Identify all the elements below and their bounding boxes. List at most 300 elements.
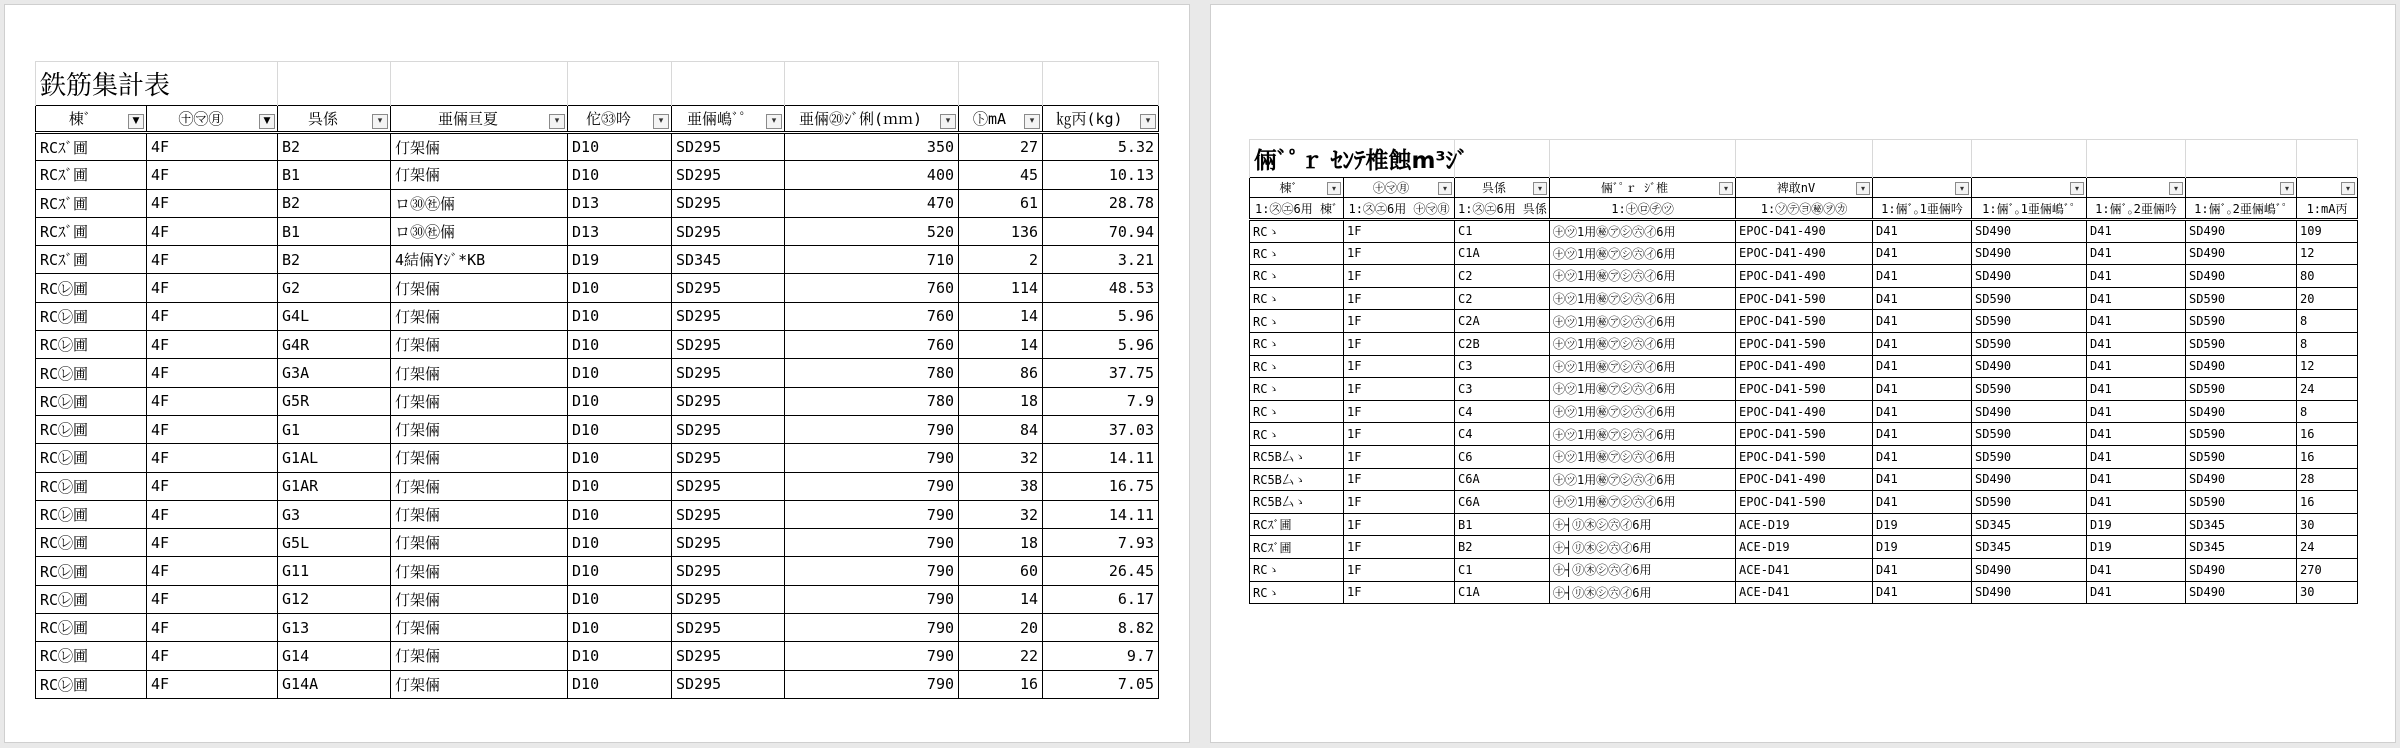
table-cell[interactable]: RC㋹圃 (36, 642, 147, 670)
table-cell[interactable]: RCｽﾞ圃 (36, 246, 147, 274)
table-cell[interactable]: 24 (2297, 378, 2358, 401)
table-cell[interactable]: SD295 (672, 359, 785, 387)
column-header[interactable] (1344, 178, 1455, 198)
table-cell[interactable]: 1F (1344, 220, 1455, 243)
table-cell[interactable]: D41 (1873, 355, 1972, 378)
table-cell[interactable]: D10 (568, 274, 672, 302)
table-cell[interactable]: D41 (2087, 445, 2186, 468)
table-cell[interactable]: 38 (959, 472, 1043, 500)
table-cell[interactable]: B2 (1455, 536, 1550, 559)
table-cell[interactable]: ㊉㋡1用㊙㋐㋛㊅㋑6用 (1550, 423, 1736, 446)
table-cell[interactable]: SD590 (2186, 491, 2297, 514)
table-cell[interactable]: C6 (1455, 445, 1550, 468)
table-cell[interactable]: 4F (147, 274, 278, 302)
table-cell[interactable]: G13 (278, 614, 391, 642)
table-cell[interactable]: 仃架倆 (391, 642, 568, 670)
table-cell[interactable]: 1F (1344, 332, 1455, 355)
table-cell[interactable]: 470 (785, 189, 959, 217)
table-cell[interactable]: 8 (2297, 400, 2358, 423)
table-cell[interactable]: D41 (1873, 558, 1972, 581)
table-cell[interactable]: C4 (1455, 400, 1550, 423)
table-cell[interactable]: RC㋹圃 (36, 274, 147, 302)
table-cell[interactable]: 4F (147, 161, 278, 189)
table-cell[interactable]: 37.75 (1043, 359, 1159, 387)
table-cell[interactable]: SD490 (2186, 265, 2297, 288)
table-cell[interactable]: 790 (785, 614, 959, 642)
table-cell[interactable]: C6A (1455, 491, 1550, 514)
table-cell[interactable]: RCゝ (1250, 287, 1344, 310)
table-cell[interactable]: SD295 (672, 161, 785, 189)
table-cell[interactable]: RC㋹圃 (36, 557, 147, 585)
table-cell[interactable]: RCｽﾞ圃 (36, 189, 147, 217)
table-cell[interactable]: SD590 (2186, 310, 2297, 333)
table-cell[interactable]: RCｽﾞ圃 (1250, 536, 1344, 559)
table-cell[interactable]: D41 (1873, 332, 1972, 355)
table-cell[interactable]: EPOC-D41-590 (1736, 423, 1873, 446)
table-cell[interactable]: D41 (1873, 242, 1972, 265)
table-cell[interactable]: B1 (278, 217, 391, 245)
column-header[interactable] (36, 106, 147, 133)
table-cell[interactable]: SD490 (1972, 242, 2087, 265)
table-cell[interactable]: B2 (278, 189, 391, 217)
table-cell[interactable]: 1F (1344, 423, 1455, 446)
table-cell[interactable]: 520 (785, 217, 959, 245)
table-cell[interactable]: 350 (785, 133, 959, 161)
table-cell[interactable]: D41 (1873, 445, 1972, 468)
table-cell[interactable]: 18 (959, 387, 1043, 415)
table-cell[interactable]: 4F (147, 415, 278, 443)
table-cell[interactable]: RCｽﾞ圃 (36, 217, 147, 245)
table-cell[interactable]: D19 (2087, 513, 2186, 536)
table-cell[interactable]: RC㋹圃 (36, 415, 147, 443)
table-cell[interactable]: D41 (1873, 220, 1972, 243)
dropdown-filter-icon[interactable]: ▾ (1438, 182, 1452, 195)
table-cell[interactable]: B1 (1455, 513, 1550, 536)
table-cell[interactable]: G4R (278, 331, 391, 359)
table-cell[interactable]: 1F (1344, 468, 1455, 491)
table-cell[interactable]: 86 (959, 359, 1043, 387)
table-cell[interactable]: 1F (1344, 400, 1455, 423)
subheader-cell[interactable]: 1:mA丙 (2297, 198, 2358, 220)
table-cell[interactable]: D41 (2087, 468, 2186, 491)
table-cell[interactable]: 16 (2297, 423, 2358, 446)
table-cell[interactable]: D41 (1873, 581, 1972, 604)
table-cell[interactable]: EPOC-D41-490 (1736, 400, 1873, 423)
table-cell[interactable]: RCゝ (1250, 242, 1344, 265)
table-cell[interactable]: SD490 (2186, 468, 2297, 491)
table-cell[interactable]: 760 (785, 274, 959, 302)
table-cell[interactable]: 136 (959, 217, 1043, 245)
table-cell[interactable]: ロ㉚㊓倆 (391, 189, 568, 217)
table-cell[interactable]: 7.9 (1043, 387, 1159, 415)
table-cell[interactable]: RC5B厶ゝ (1250, 468, 1344, 491)
table-cell[interactable]: EPOC-D41-590 (1736, 445, 1873, 468)
table-cell[interactable]: SD490 (1972, 220, 2087, 243)
column-header[interactable] (1043, 106, 1159, 133)
table-cell[interactable]: 4F (147, 500, 278, 528)
table-cell[interactable]: D41 (1873, 378, 1972, 401)
column-header[interactable] (147, 106, 278, 133)
table-cell[interactable]: 4F (147, 133, 278, 161)
table-cell[interactable]: 1F (1344, 242, 1455, 265)
table-cell[interactable]: ACE-D19 (1736, 513, 1873, 536)
table-cell[interactable]: 80 (2297, 265, 2358, 288)
dropdown-filter-icon[interactable]: ▾ (1327, 182, 1341, 195)
table-cell[interactable]: C6A (1455, 468, 1550, 491)
table-cell[interactable]: D41 (2087, 400, 2186, 423)
table-cell[interactable]: ㊉㋡1用㊙㋐㋛㊅㋑6用 (1550, 491, 1736, 514)
table-cell[interactable]: SD590 (1972, 445, 2087, 468)
dropdown-filter-icon[interactable]: ▾ (1719, 182, 1733, 195)
table-cell[interactable]: ㊉㋡1用㊙㋐㋛㊅㋑6用 (1550, 242, 1736, 265)
dropdown-filter-icon[interactable]: ▾ (549, 114, 565, 129)
table-cell[interactable]: 1F (1344, 581, 1455, 604)
table-cell[interactable]: 18 (959, 529, 1043, 557)
subheader-cell[interactable]: 1:倆ﾞ｡1亜倆嶋ﾞﾟ (1972, 198, 2087, 220)
table-cell[interactable]: 5.32 (1043, 133, 1159, 161)
subheader-cell[interactable]: 1:倆ﾞ｡1亜倆吟 (1873, 198, 1972, 220)
table-cell[interactable]: 仃架倆 (391, 274, 568, 302)
table-cell[interactable]: 仃架倆 (391, 331, 568, 359)
table-cell[interactable]: D13 (568, 217, 672, 245)
table-cell[interactable]: 14.11 (1043, 500, 1159, 528)
table-cell[interactable]: D41 (2087, 310, 2186, 333)
table-cell[interactable]: ロ㉚㊓倆 (391, 217, 568, 245)
table-cell[interactable]: 12 (2297, 355, 2358, 378)
table-cell[interactable]: D41 (2087, 558, 2186, 581)
table-cell[interactable]: 4F (147, 472, 278, 500)
table-cell[interactable]: 1F (1344, 355, 1455, 378)
table-cell[interactable]: D41 (1873, 287, 1972, 310)
table-cell[interactable]: SD295 (672, 670, 785, 698)
table-cell[interactable]: EPOC-D41-490 (1736, 468, 1873, 491)
table-cell[interactable]: SD490 (1972, 355, 2087, 378)
table-cell[interactable]: D41 (1873, 400, 1972, 423)
dropdown-filter-icon[interactable]: ▾ (766, 114, 782, 129)
table-cell[interactable]: SD590 (2186, 445, 2297, 468)
table-cell[interactable]: D41 (1873, 468, 1972, 491)
table-cell[interactable]: D41 (2087, 423, 2186, 446)
table-cell[interactable]: B2 (278, 133, 391, 161)
table-cell[interactable]: RCゝ (1250, 332, 1344, 355)
table-cell[interactable]: 26.45 (1043, 557, 1159, 585)
table-cell[interactable]: 16 (2297, 445, 2358, 468)
table-cell[interactable]: RCゝ (1250, 558, 1344, 581)
table-cell[interactable]: EPOC-D41-490 (1736, 265, 1873, 288)
table-cell[interactable]: 仃架倆 (391, 529, 568, 557)
table-cell[interactable]: C2A (1455, 310, 1550, 333)
table-cell[interactable]: D10 (568, 472, 672, 500)
table-cell[interactable]: 1F (1344, 491, 1455, 514)
table-cell[interactable]: G14 (278, 642, 391, 670)
table-cell[interactable]: SD295 (672, 302, 785, 330)
table-cell[interactable]: D10 (568, 642, 672, 670)
table-cell[interactable]: 14.11 (1043, 444, 1159, 472)
table-cell[interactable]: 114 (959, 274, 1043, 302)
table-cell[interactable]: ㊉㋡1用㊙㋐㋛㊅㋑6用 (1550, 468, 1736, 491)
table-cell[interactable]: 4F (147, 359, 278, 387)
column-header[interactable] (1873, 178, 1972, 198)
table-cell[interactable]: D10 (568, 302, 672, 330)
dropdown-filter-icon[interactable]: ▾ (2280, 182, 2294, 195)
table-cell[interactable]: RC㋹圃 (36, 387, 147, 415)
table-cell[interactable]: RC㋹圃 (36, 500, 147, 528)
table-cell[interactable]: RCゝ (1250, 310, 1344, 333)
table-cell[interactable]: 4F (147, 331, 278, 359)
column-header[interactable] (1736, 178, 1873, 198)
dropdown-filter-icon[interactable]: ▾ (1955, 182, 1969, 195)
table-cell[interactable]: 1F (1344, 378, 1455, 401)
table-cell[interactable]: G1AR (278, 472, 391, 500)
table-cell[interactable]: 1F (1344, 310, 1455, 333)
table-cell[interactable]: RCゝ (1250, 355, 1344, 378)
table-cell[interactable]: RC㋹圃 (36, 670, 147, 698)
table-cell[interactable]: SD345 (1972, 536, 2087, 559)
table-cell[interactable]: D13 (568, 189, 672, 217)
dropdown-filter-icon[interactable]: ▾ (2341, 182, 2355, 195)
table-cell[interactable]: 仃架倆 (391, 133, 568, 161)
table-cell[interactable]: 790 (785, 444, 959, 472)
table-cell[interactable]: 790 (785, 642, 959, 670)
table-cell[interactable]: 710 (785, 246, 959, 274)
table-cell[interactable]: 4F (147, 444, 278, 472)
table-cell[interactable]: 1F (1344, 513, 1455, 536)
table-cell[interactable]: SD295 (672, 387, 785, 415)
table-cell[interactable]: RC㋹圃 (36, 359, 147, 387)
table-cell[interactable]: D41 (2087, 220, 2186, 243)
table-cell[interactable]: 仃架倆 (391, 500, 568, 528)
table-cell[interactable]: 仃架倆 (391, 444, 568, 472)
subheader-cell[interactable]: 1:㋜㋓6用 呉係 (1455, 198, 1550, 220)
table-cell[interactable]: D41 (1873, 310, 1972, 333)
table-cell[interactable]: C1A (1455, 242, 1550, 265)
subheader-cell[interactable]: 1:㋜㋓6用 棟ﾞ (1250, 198, 1344, 220)
table-cell[interactable]: SD490 (1972, 558, 2087, 581)
table-cell[interactable]: EPOC-D41-590 (1736, 310, 1873, 333)
table-cell[interactable]: SD490 (2186, 220, 2297, 243)
table-cell[interactable]: 16 (959, 670, 1043, 698)
table-cell[interactable]: SD295 (672, 500, 785, 528)
table-cell[interactable]: ㊉㋡1用㊙㋐㋛㊅㋑6用 (1550, 355, 1736, 378)
dropdown-filter-icon[interactable]: ▾ (2169, 182, 2183, 195)
table-cell[interactable]: SD490 (2186, 242, 2297, 265)
funnel-filter-icon[interactable]: ▼ (128, 114, 144, 129)
table-cell[interactable]: 27 (959, 133, 1043, 161)
table-cell[interactable]: G14A (278, 670, 391, 698)
table-cell[interactable]: 270 (2297, 558, 2358, 581)
table-cell[interactable]: D41 (1873, 423, 1972, 446)
table-cell[interactable]: 仃架倆 (391, 614, 568, 642)
table-cell[interactable]: D10 (568, 500, 672, 528)
table-cell[interactable]: G4L (278, 302, 391, 330)
table-cell[interactable]: EPOC-D41-590 (1736, 378, 1873, 401)
column-header[interactable] (2087, 178, 2186, 198)
table-cell[interactable]: D19 (568, 246, 672, 274)
table-cell[interactable]: 780 (785, 359, 959, 387)
table-cell[interactable]: D10 (568, 161, 672, 189)
table-cell[interactable]: ㊉㋡1用㊙㋐㋛㊅㋑6用 (1550, 287, 1736, 310)
table-cell[interactable]: 790 (785, 415, 959, 443)
table-cell[interactable]: SD295 (672, 614, 785, 642)
table-cell[interactable]: 37.03 (1043, 415, 1159, 443)
table-cell[interactable]: SD590 (2186, 423, 2297, 446)
table-cell[interactable]: EPOC-D41-590 (1736, 491, 1873, 514)
table-cell[interactable]: 仃架倆 (391, 359, 568, 387)
table-cell[interactable]: 790 (785, 500, 959, 528)
table-cell[interactable]: 760 (785, 302, 959, 330)
table-cell[interactable]: 8 (2297, 310, 2358, 333)
table-cell[interactable]: D19 (1873, 536, 1972, 559)
table-cell[interactable]: 4F (147, 585, 278, 613)
table-cell[interactable]: 790 (785, 472, 959, 500)
table-cell[interactable]: G12 (278, 585, 391, 613)
table-cell[interactable]: D10 (568, 557, 672, 585)
table-cell[interactable]: 1F (1344, 558, 1455, 581)
table-cell[interactable]: EPOC-D41-490 (1736, 355, 1873, 378)
table-cell[interactable]: G1AL (278, 444, 391, 472)
table-cell[interactable]: SD590 (1972, 378, 2087, 401)
table-cell[interactable]: 9.7 (1043, 642, 1159, 670)
column-header[interactable] (1250, 178, 1344, 198)
dropdown-filter-icon[interactable]: ▾ (1024, 114, 1040, 129)
table-cell[interactable]: EPOC-D41-490 (1736, 242, 1873, 265)
table-cell[interactable]: D10 (568, 614, 672, 642)
table-cell[interactable]: G5R (278, 387, 391, 415)
table-cell[interactable]: ACE-D19 (1736, 536, 1873, 559)
table-cell[interactable]: RC㋹圃 (36, 444, 147, 472)
table-cell[interactable]: D10 (568, 529, 672, 557)
subheader-cell[interactable]: 1:㋜㋓6用 ㊉㋮㊊ (1344, 198, 1455, 220)
table-cell[interactable]: D41 (2087, 491, 2186, 514)
column-header[interactable] (391, 106, 568, 133)
table-cell[interactable]: 6.17 (1043, 585, 1159, 613)
table-cell[interactable]: RC㋹圃 (36, 585, 147, 613)
table-cell[interactable]: C2 (1455, 287, 1550, 310)
table-cell[interactable]: SD590 (2186, 332, 2297, 355)
table-cell[interactable]: 4F (147, 246, 278, 274)
table-cell[interactable]: 28 (2297, 468, 2358, 491)
table-cell[interactable]: 5.96 (1043, 302, 1159, 330)
table-cell[interactable]: SD490 (1972, 265, 2087, 288)
table-cell[interactable]: 780 (785, 387, 959, 415)
table-cell[interactable]: 70.94 (1043, 217, 1159, 245)
table-cell[interactable]: ㊉㋡1用㊙㋐㋛㊅㋑6用 (1550, 378, 1736, 401)
table-cell[interactable]: RCｽﾞ圃 (1250, 513, 1344, 536)
column-header[interactable] (2186, 178, 2297, 198)
table-cell[interactable]: 20 (2297, 287, 2358, 310)
table-cell[interactable]: 8 (2297, 332, 2358, 355)
table-cell[interactable]: 16 (2297, 491, 2358, 514)
table-cell[interactable]: 4F (147, 302, 278, 330)
table-cell[interactable]: B1 (278, 161, 391, 189)
table-cell[interactable]: G2 (278, 274, 391, 302)
table-cell[interactable]: C1 (1455, 220, 1550, 243)
funnel-filter-icon[interactable]: ▼ (259, 114, 275, 129)
table-cell[interactable]: D41 (2087, 355, 2186, 378)
table-cell[interactable]: 400 (785, 161, 959, 189)
table-cell[interactable]: 1F (1344, 445, 1455, 468)
table-cell[interactable]: 760 (785, 331, 959, 359)
table-cell[interactable]: 4F (147, 189, 278, 217)
table-cell[interactable]: D41 (2087, 287, 2186, 310)
table-cell[interactable]: RCゝ (1250, 581, 1344, 604)
table-cell[interactable]: RC5B厶ゝ (1250, 491, 1344, 514)
table-cell[interactable]: 30 (2297, 581, 2358, 604)
table-cell[interactable]: 7.93 (1043, 529, 1159, 557)
table-cell[interactable]: 60 (959, 557, 1043, 585)
table-cell[interactable]: G1 (278, 415, 391, 443)
table-cell[interactable]: 14 (959, 302, 1043, 330)
table-cell[interactable]: 790 (785, 585, 959, 613)
table-cell[interactable]: 1F (1344, 536, 1455, 559)
subheader-cell[interactable]: 1:㊉㋺㋠㋡ (1550, 198, 1736, 220)
table-cell[interactable]: RC5B厶ゝ (1250, 445, 1344, 468)
dropdown-filter-icon[interactable]: ▾ (940, 114, 956, 129)
table-cell[interactable]: SD295 (672, 133, 785, 161)
table-cell[interactable]: G3A (278, 359, 391, 387)
column-header[interactable] (672, 106, 785, 133)
table-cell[interactable]: ㊉㋡1用㊙㋐㋛㊅㋑6用 (1550, 265, 1736, 288)
table-cell[interactable]: SD345 (2186, 513, 2297, 536)
table-cell[interactable]: 84 (959, 415, 1043, 443)
table-cell[interactable]: C2 (1455, 265, 1550, 288)
table-cell[interactable]: B2 (278, 246, 391, 274)
table-cell[interactable]: 4F (147, 557, 278, 585)
table-cell[interactable]: C1A (1455, 581, 1550, 604)
table-cell[interactable]: SD295 (672, 557, 785, 585)
table-cell[interactable]: 10.13 (1043, 161, 1159, 189)
table-cell[interactable]: ㊉㋡1用㊙㋐㋛㊅㋑6用 (1550, 220, 1736, 243)
table-cell[interactable]: 8.82 (1043, 614, 1159, 642)
table-cell[interactable]: 4F (147, 217, 278, 245)
table-cell[interactable]: 20 (959, 614, 1043, 642)
table-cell[interactable]: SD295 (672, 331, 785, 359)
table-cell[interactable]: SD295 (672, 444, 785, 472)
table-cell[interactable]: SD295 (672, 415, 785, 443)
table-cell[interactable]: D10 (568, 670, 672, 698)
table-cell[interactable]: D10 (568, 585, 672, 613)
dropdown-filter-icon[interactable]: ▾ (1140, 114, 1156, 129)
table-cell[interactable]: 2 (959, 246, 1043, 274)
column-header[interactable] (959, 106, 1043, 133)
table-cell[interactable]: SD490 (1972, 400, 2087, 423)
table-cell[interactable]: EPOC-D41-590 (1736, 287, 1873, 310)
dropdown-filter-icon[interactable]: ▾ (1856, 182, 1870, 195)
table-cell[interactable]: ㊉┤㋷㊍㋛㊅㋑6用 (1550, 558, 1736, 581)
table-cell[interactable]: ACE-D41 (1736, 581, 1873, 604)
table-cell[interactable]: SD590 (1972, 491, 2087, 514)
table-cell[interactable]: 61 (959, 189, 1043, 217)
table-cell[interactable]: SD490 (2186, 355, 2297, 378)
table-cell[interactable]: ㊉㋡1用㊙㋐㋛㊅㋑6用 (1550, 310, 1736, 333)
table-cell[interactable]: C3 (1455, 355, 1550, 378)
table-cell[interactable]: SD490 (2186, 400, 2297, 423)
table-cell[interactable]: 16.75 (1043, 472, 1159, 500)
table-cell[interactable]: SD295 (672, 529, 785, 557)
table-cell[interactable]: ㊉㋡1用㊙㋐㋛㊅㋑6用 (1550, 400, 1736, 423)
table-cell[interactable]: D10 (568, 415, 672, 443)
table-cell[interactable]: RCゝ (1250, 400, 1344, 423)
table-cell[interactable]: 3.21 (1043, 246, 1159, 274)
dropdown-filter-icon[interactable]: ▾ (2070, 182, 2084, 195)
table-cell[interactable]: RCｽﾞ圃 (36, 161, 147, 189)
table-cell[interactable]: RC㋹圃 (36, 472, 147, 500)
table-cell[interactable]: D41 (2087, 378, 2186, 401)
table-cell[interactable]: SD295 (672, 472, 785, 500)
table-cell[interactable]: 22 (959, 642, 1043, 670)
table-cell[interactable]: 12 (2297, 242, 2358, 265)
table-cell[interactable]: EPOC-D41-590 (1736, 332, 1873, 355)
